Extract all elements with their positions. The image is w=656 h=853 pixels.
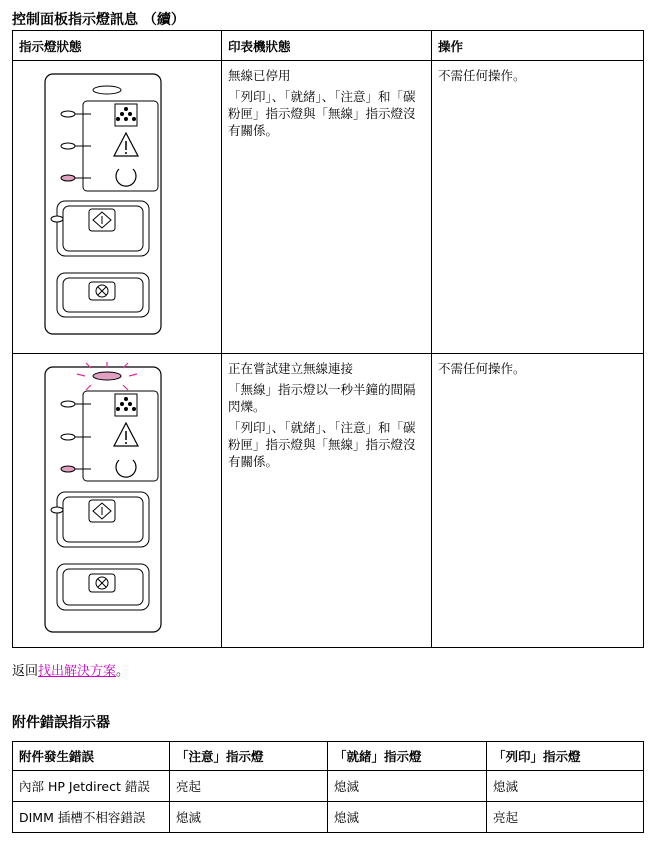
table-row <box>13 354 644 648</box>
table-cell: 內部 HP Jetdirect 錯誤 <box>13 771 170 802</box>
header-ready-light: 「就緒」指示燈 <box>328 742 487 771</box>
header-printer-status: 印表機狀態 <box>222 31 432 61</box>
action-cell <box>432 354 644 648</box>
accessory-error-table <box>12 741 644 833</box>
control-panel-table <box>12 30 644 648</box>
printer-status-cell <box>222 354 432 648</box>
control-panel-illustration <box>13 354 221 647</box>
find-solution-link[interactable]: 找出解決方案 <box>38 664 117 679</box>
back-suffix: 。 <box>116 664 130 679</box>
status-text: 正在嘗試建立無線連接 <box>228 361 354 376</box>
table-cell: DIMM 插槽不相容錯誤 <box>13 802 170 833</box>
header-action: 操作 <box>432 31 644 61</box>
control-panel-illustration <box>13 61 221 353</box>
section-title-accessory-errors: 附件錯誤指示器 <box>12 715 110 731</box>
action-cell <box>432 61 644 354</box>
cancel-icon <box>96 285 108 297</box>
header-accessory-error: 附件發生錯誤 <box>13 742 170 771</box>
panel-cell <box>13 61 222 354</box>
wireless-led <box>93 86 121 94</box>
table-cell: 亮起 <box>487 802 644 833</box>
table-cell: 熄滅 <box>487 771 644 802</box>
cancel-icon <box>96 577 108 589</box>
wireless-led <box>93 372 121 380</box>
table-row <box>13 802 644 833</box>
section-title-control-panel: 控制面板指示燈訊息 （續） <box>12 12 185 28</box>
table-row <box>13 61 644 354</box>
status-text: 「列印」、「就緒」、「注意」和「碳粉匣」指示燈與「無線」指示燈沒有關係。 <box>228 89 416 138</box>
toner-icon <box>115 104 137 126</box>
header-attention-light: 「注意」指示燈 <box>170 742 328 771</box>
printer-status-cell <box>222 61 432 354</box>
action-text: 不需任何操作。 <box>438 68 526 83</box>
table-cell: 熄滅 <box>328 802 487 833</box>
back-line <box>12 660 129 679</box>
status-text: 無線已停用 <box>228 68 291 83</box>
header-light-status: 指示燈狀態 <box>13 31 222 61</box>
back-prefix: 返回 <box>12 664 39 679</box>
table-row <box>13 771 644 802</box>
panel-cell <box>13 354 222 648</box>
table-cell: 熄滅 <box>170 802 328 833</box>
status-text: 「無線」指示燈以一秒半鐘的間隔閃爍。 <box>228 382 416 414</box>
status-text: 「列印」、「就緒」、「注意」和「碳粉匣」指示燈與「無線」指示燈沒有關係。 <box>228 420 416 469</box>
table-cell: 熄滅 <box>328 771 487 802</box>
table-cell: 亮起 <box>170 771 328 802</box>
action-text: 不需任何操作。 <box>438 361 526 376</box>
toner-icon <box>115 394 137 416</box>
header-print-light: 「列印」指示燈 <box>487 742 644 771</box>
